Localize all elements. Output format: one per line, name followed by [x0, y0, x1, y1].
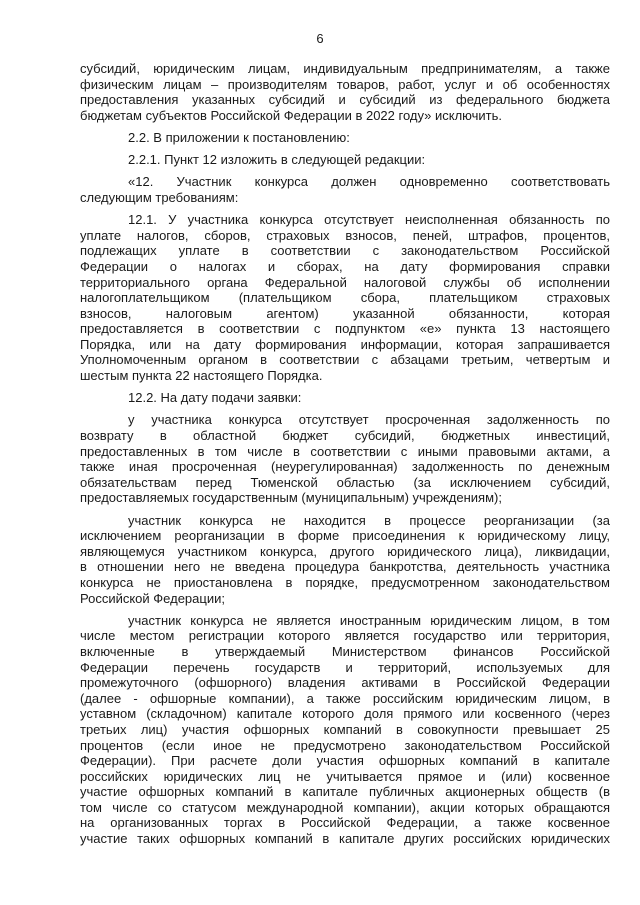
- text-line: Уполномоченным органом в соответствии с абзацами третьим, четвертым и: [80, 352, 610, 368]
- paragraph-2-2: [80, 130, 610, 146]
- text-line: 2.2. В приложении к постановлению:: [128, 129, 350, 145]
- text-line: предоставленных в том числе в соответствии с иными правовыми актами, а: [80, 443, 610, 459]
- text-line: российских юридических лиц не учитывается прямое и (или) косвенное: [80, 768, 610, 784]
- text-line: следующим требованиям:: [80, 189, 239, 205]
- text-line: обязательствам перед Тюменской областью (за исключением субсидий,: [80, 474, 610, 490]
- text-line: уплате налогов, сборов, страховых взносов, пеней, штрафов, процентов,: [80, 227, 610, 243]
- text-line: Российской Федерации;: [80, 590, 225, 606]
- text-line: на организованных торгах в Российской Федерации, а также косвенное: [80, 815, 610, 831]
- paragraph-2-2-1: [80, 152, 610, 168]
- text-line: возврату в областной бюджет субсидий, бюджетных инвестиций,: [80, 428, 610, 444]
- text-line: конкурса не приостановлена в порядке, предусмотренном законодательством: [80, 574, 610, 590]
- text-line: шестым пункта 22 настоящего Порядка.: [80, 368, 323, 384]
- text-line: Федерации о налогах и сборах, на дату формирования справки: [80, 258, 610, 274]
- text-line: (далее - офшорные компании), а также российским юридическим лицом, в: [80, 690, 610, 706]
- text-line: являющемуся участником конкурса, другого юридического лица), ликвидации,: [80, 543, 610, 559]
- paragraph-offshore: [80, 613, 610, 847]
- text-line: «12. Участник конкурса должен одновременно соответствовать: [128, 174, 610, 190]
- text-line: числе местом регистрации которого является государство или территория,: [80, 628, 610, 644]
- text-line: 2.2.1. Пункт 12 изложить в следующей редакции:: [128, 152, 426, 168]
- paragraph-12: [80, 174, 610, 205]
- text-line: подлежащих уплате в соответствии с законодательством Российской: [80, 243, 610, 259]
- paragraph-12-2: [80, 390, 610, 406]
- text-line: физическим лицам – производителям товаров, работ, услуг и об особенностях: [80, 76, 610, 92]
- page-number: 6: [316, 31, 324, 46]
- text-line: участник конкурса не является иностранным юридическим лицом, в том: [128, 612, 610, 628]
- text-line: Федерации). При расчете доли участия офшорных компаний в капитале: [80, 753, 610, 769]
- text-line: территориального органа Федеральной налоговой службы об исполнении: [80, 274, 610, 290]
- text-line: процентов (если иное не предусмотрено законодательством Российской: [80, 737, 610, 753]
- paragraph-debt: [80, 412, 610, 506]
- text-line: включенные в утверждаемый Министерством финансов Российской: [80, 643, 610, 659]
- text-line: Федерации перечень государств и территорий, используемых для: [80, 659, 610, 675]
- text-line: промежуточного (офшорного) владения активами в Российской Федерации: [80, 675, 610, 691]
- text-line: участие офшорных компаний в капитале публичных акционерных обществ (в: [80, 784, 610, 800]
- text-line: у участника конкурса отсутствует просроченная задолженность по: [128, 412, 610, 428]
- paragraph-reorganization: [80, 513, 610, 607]
- text-line: в отношении него не введена процедура банкротства, деятельность участника: [80, 559, 610, 575]
- text-line: взносов, налоговым агентом) указанной обязанности, которая: [80, 305, 610, 321]
- text-line: том числе со статусом международной компании), акции которых обращаются: [80, 799, 610, 815]
- text-line: 12.1. У участника конкурса отсутствует неисполненная обязанность по: [128, 212, 610, 228]
- text-line: уставном (складочном) капитале которого доля прямого или косвенного (через: [80, 706, 610, 722]
- text-line: участник конкурса не находится в процессе реорганизации (за: [128, 512, 610, 528]
- document-body: [80, 61, 610, 847]
- paragraph-continuation: [80, 61, 610, 123]
- text-line: бюджетам субъектов Российской Федерации в 2022 году» исключить.: [80, 107, 502, 123]
- text-line: исключением реорганизации в форме присоединения к юридическому лицу,: [80, 528, 610, 544]
- text-line: Порядка, или на дату формирования информации, которая запрашивается: [80, 336, 610, 352]
- text-line: третьих лиц) участия офшорных компаний в совокупности превышает 25: [80, 721, 610, 737]
- text-line: предоставляемых государственным (муниципальным) учреждениям);: [80, 490, 502, 506]
- text-line: 12.2. На дату подачи заявки:: [128, 390, 302, 406]
- text-line: субсидий, юридическим лицам, индивидуальным предпринимателям, а также: [80, 61, 610, 76]
- paragraph-12-1: [80, 212, 610, 384]
- text-line: предоставляется в соответствии с подпунктом «е» пункта 13 настоящего: [80, 321, 610, 337]
- text-line: также иная просроченная (неурегулированная) задолженность по денежным: [80, 459, 610, 475]
- text-line: предоставления указанных субсидий и субсидий из федерального бюджета: [80, 92, 610, 108]
- text-line: участие таких офшорных компаний в капитале других российских юридических: [80, 831, 610, 847]
- text-line: налогоплательщиком (плательщиком сбора, плательщиком страховых: [80, 290, 610, 306]
